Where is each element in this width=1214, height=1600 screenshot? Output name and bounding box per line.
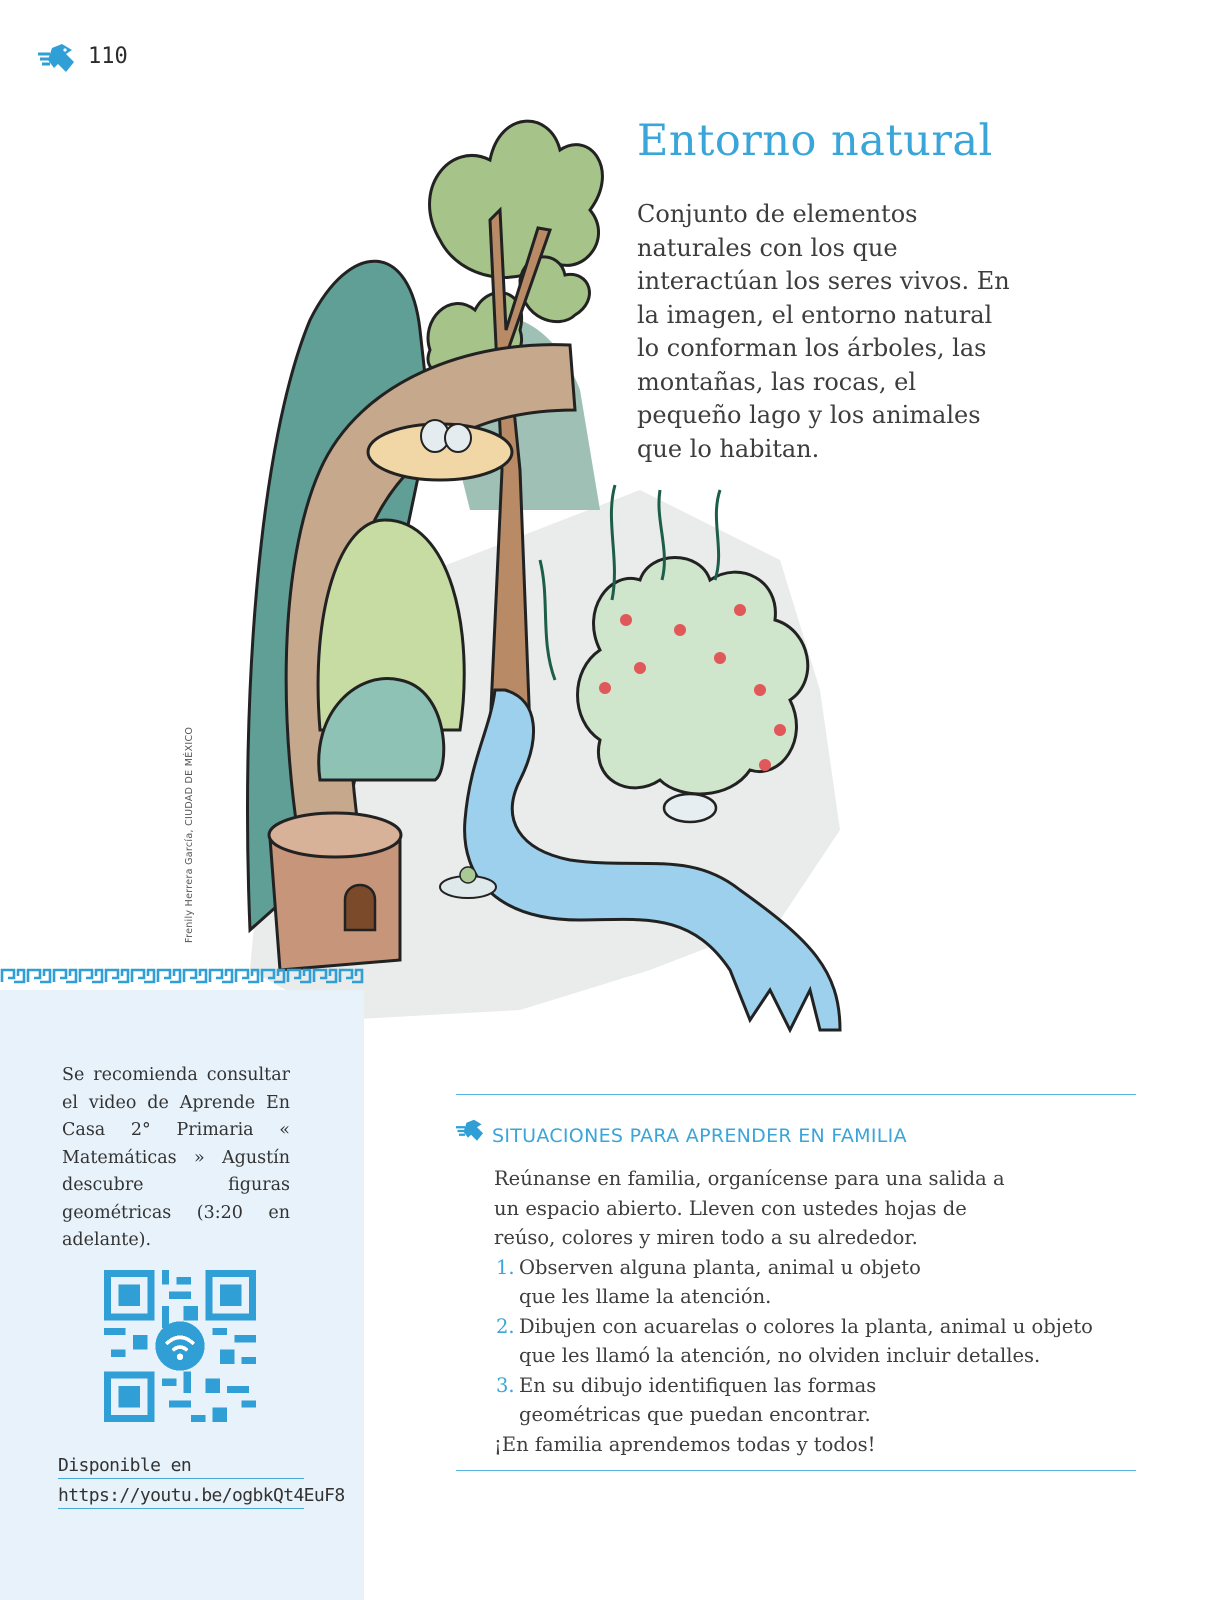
page-number: 110 xyxy=(88,44,128,69)
qr-code[interactable] xyxy=(104,1270,256,1422)
step-text: Dibujen con acuarelas o colores la planta, animal u objeto que les llamó la atención, no olviden incluir detalles. xyxy=(519,1314,1093,1367)
family-box-top-rule xyxy=(456,1094,1136,1095)
video-link-block xyxy=(58,1455,345,1515)
step-number: 3. xyxy=(496,1373,515,1397)
list-item xyxy=(494,1253,939,1312)
family-box-bottom-rule xyxy=(456,1470,1136,1471)
step-text: En su dibujo identifiquen las formas geométricas que puedan encontrar. xyxy=(519,1373,877,1426)
hummingbird-icon xyxy=(38,42,78,76)
family-closing: ¡En familia aprendemos todas y todos! xyxy=(494,1432,876,1456)
list-item xyxy=(494,1312,1129,1371)
family-intro: Reúnanse en familia, organícense para una salida a un espacio abierto. Lleven con ustedes hojas de reúso, colores y miren todo a su alrededor. xyxy=(494,1167,1005,1249)
illustration-credit: Frenily Herrera García, CIUDAD DE MÉXICO xyxy=(184,726,195,943)
step-number: 2. xyxy=(496,1314,515,1338)
video-url-link[interactable]: https://youtu.be/ogbkQt4EuF8 xyxy=(58,1485,304,1509)
list-item xyxy=(494,1371,909,1430)
hummingbird-icon xyxy=(456,1118,486,1144)
video-recommendation: Se recomienda consultar el video de Aprende En Casa 2° Primaria « Matemáticas » Agustín descubre figuras geométricas (3:20 en adelante). xyxy=(62,1065,290,1250)
page-title: Entorno natural xyxy=(637,116,993,166)
greek-border xyxy=(0,966,364,986)
family-section-heading: SITUACIONES PARA APRENDER EN FAMILIA xyxy=(492,1125,907,1147)
available-label: Disponible en xyxy=(58,1455,304,1479)
step-text: Observen alguna planta, animal u objeto que les llame la atención. xyxy=(519,1255,921,1308)
definition-text: Conjunto de elementos naturales con los que interactúan los seres vivos. En la imagen, el entorno natural lo conforman los árboles, las montañas, las rocas, el pequeño lago y los animales que lo habitan. xyxy=(637,200,1010,463)
step-number: 1. xyxy=(496,1255,515,1279)
family-activity xyxy=(494,1164,1134,1459)
activity-steps xyxy=(494,1253,1134,1430)
